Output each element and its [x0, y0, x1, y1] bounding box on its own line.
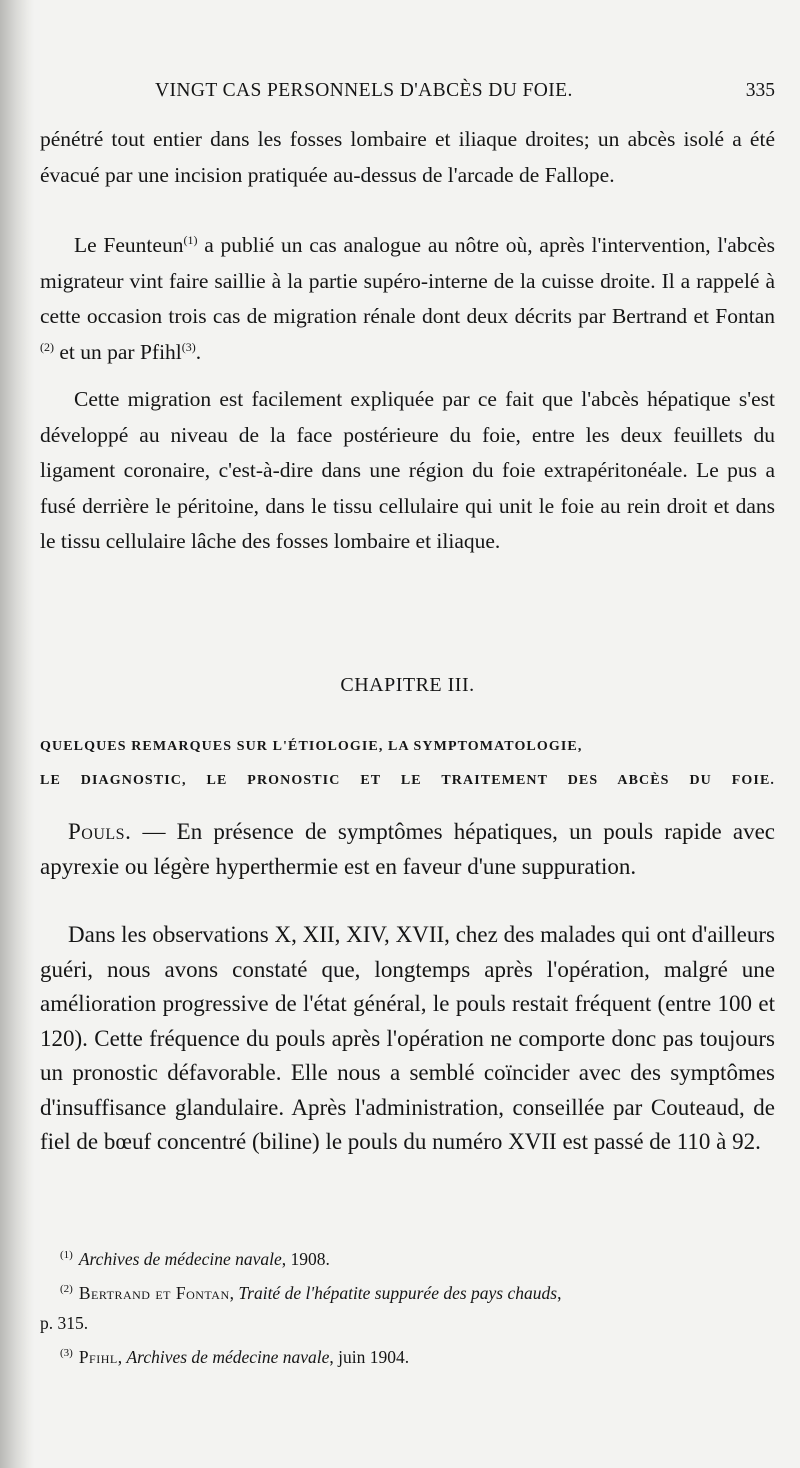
footnote-2-page: p. 315. — [40, 1313, 89, 1333]
paragraph-2 — [40, 228, 775, 370]
footnote-ref-3: (3) — [181, 339, 196, 354]
chapter-subtitle-line-2: LE DIAGNOSTIC, LE PRONOSTIC ET LE TRAITEMENT DES ABCÈS DU FOIE. — [40, 773, 775, 788]
footnote-3-rest: , juin 1904. — [329, 1347, 410, 1367]
paragraph-2-text-b: a publié un cas analogue au nôtre où, après l'intervention, l'abcès migrateur vint faire saillie à la partie supéro-interne de la cuisse droite. Il a rappelé à cette occasion trois cas de migration rénale dont deux décrits par Bertrand et Fontan — [40, 233, 775, 328]
running-title: VINGT CAS PERSONNELS D'ABCÈS DU FOIE. — [155, 80, 573, 101]
footnote-3-mark: (3) — [60, 1347, 73, 1359]
paragraph-pouls-text: — En présence de symptômes hépatiques, un pouls rapide avec apyrexie ou légère hyperthermie est en faveur d'une suppuration. — [40, 819, 775, 879]
book-page — [40, 0, 775, 1468]
paragraph-observations: Dans les observations X, XII, XIV, XVII, chez des malades qui ont d'ailleurs guéri, nous avons constaté que, longtemps après l'opération, malgré une amélioration progressive de l'état général, le pouls restait fréquent (entre 100 et 120). Cette fréquence du pouls après l'opération ne comporte donc pas toujours un pronostic défavorable. Elle nous a semblé coïncider avec des symptômes d'insuffisance glandulaire. Après l'administration, conseillée par Couteaud, de fiel de bœuf concentré (biline) le pouls du numéro XVII est passé de 110 à 92. — [40, 922, 775, 1154]
chapter-title: CHAPITRE III. — [340, 674, 475, 696]
footnote-2-mark: (2) — [60, 1283, 73, 1295]
footnote-3 — [40, 1338, 775, 1372]
running-head — [40, 80, 775, 110]
paragraph-pouls — [40, 814, 775, 884]
footnote-1-mark: (1) — [60, 1249, 73, 1261]
footnote-ref-2: (2) — [40, 339, 54, 354]
footnote-3-author: Pfihl — [78, 1347, 118, 1367]
footnotes — [40, 1240, 775, 1372]
paragraph-3: Cette migration est facilement expliquée par ce fait que l'abcès hépatique s'est développé au niveau de la face postérieure du foie, entre les deux feuillets du ligament coronaire, c'est-à-dire dans une région du foie extrapéritonéale. Le pus a fusé derrière le péritoine, dans le tissu cellulaire qui unit le foie au rein droit et dans le tissu cellulaire lâche des fosses lombaire et iliaque. — [40, 387, 775, 553]
footnote-ref-1: (1) — [183, 233, 198, 247]
footnote-1-title: Archives de médecine navale — [78, 1249, 282, 1269]
footnote-3-title: Archives de médecine navale — [126, 1347, 330, 1367]
paragraph-2-text-c: et un par Pfihl — [54, 339, 182, 364]
footnote-2 — [40, 1274, 775, 1308]
footnote-1 — [40, 1240, 775, 1274]
paragraph-2-text-d: . — [195, 339, 202, 364]
chapter-subtitle — [40, 730, 775, 798]
page-number: 335 — [745, 80, 775, 101]
footnote-1-rest: , 1908. — [281, 1249, 330, 1269]
footnote-3-sep: , — [117, 1347, 127, 1367]
paragraph-2-text-a: Le Feunteun — [74, 233, 184, 257]
footnote-2-sep: , — [229, 1283, 239, 1303]
footnote-2-rest: , — [557, 1283, 562, 1303]
section-heading-pouls: Pouls. — [68, 819, 132, 844]
paragraph-1: pénétré tout entier dans les fosses lombaire et iliaque droites; un abcès isolé a été évacué par une incision pratiquée au-dessus de l'arcade de Fallope. — [40, 127, 775, 187]
chapter-subtitle-line-1: QUELQUES REMARQUES SUR L'ÉTIOLOGIE, LA SYMPTOMATOLOGIE, — [40, 739, 583, 754]
footnote-2-authors: Bertrand et Fontan — [78, 1283, 230, 1303]
footnote-2-title: Traité de l'hépatite suppurée des pays chauds — [238, 1283, 558, 1303]
page-edge-shadow — [0, 0, 34, 1468]
